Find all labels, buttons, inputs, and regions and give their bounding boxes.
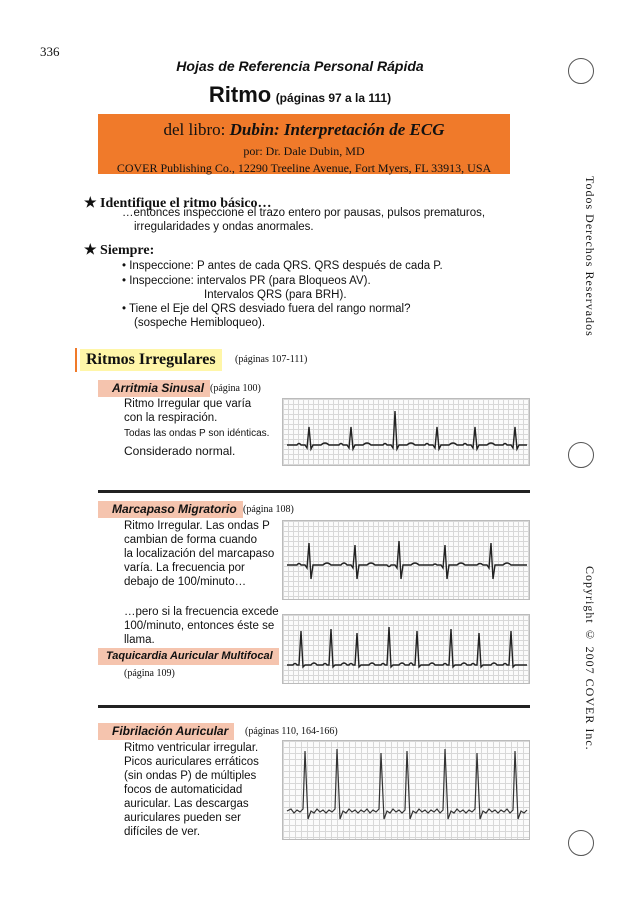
afib-line-7: difíciles de ver. — [124, 826, 201, 838]
source-publisher: COVER Publishing Co., 12290 Treeline Avenue, Fort Myers, FL 33913, USA — [116, 161, 492, 175]
ecg-trace — [287, 627, 527, 667]
afib-line-4: focos de automaticidad — [124, 784, 243, 796]
ecg-strip-wandering-pacemaker — [282, 520, 530, 600]
ecg-strip-multifocal-atrial-tachycardia — [282, 614, 530, 684]
binder-hole-middle — [568, 442, 594, 468]
ecg-trace — [287, 541, 527, 579]
always-bullet-2: • Inspeccione: intervalos PR (para Bloqueos AV). — [122, 275, 371, 287]
page-number: 336 — [40, 44, 60, 59]
wandering-more-3: llama. — [124, 634, 155, 646]
sinus-line-2: con la respiración. — [124, 412, 218, 424]
always-bullet-2b: Intervalos QRS (para BRH). — [204, 289, 347, 301]
binder-hole-bottom — [568, 830, 594, 856]
always-bullet-3: • Tiene el Eje del QRS desviado fuera del rango normal? — [122, 303, 411, 315]
binder-hole-top — [568, 58, 594, 84]
wandering-line-3: la localización del marcapaso — [124, 548, 275, 560]
section-pages: (páginas 107-111) — [235, 354, 308, 365]
wandering-line-1: Ritmo Irregular. Las ondas P — [124, 520, 270, 532]
wandering-line-2: cambian de forma cuando — [124, 534, 257, 546]
identify-heading: ★ Identifique el ritmo básico… — [84, 196, 272, 211]
afib-line-1: Ritmo ventricular irregular. — [124, 742, 259, 754]
title-pages: (páginas 97 a la 111) — [275, 91, 392, 105]
copyright-text: Copyright © 2007 COVER Inc. — [583, 566, 597, 751]
wandering-line-5: debajo de 100/minuto… — [124, 576, 247, 588]
title-text: Ritmo — [208, 82, 272, 107]
wandering-more-2: 100/minuto, entonces éste se — [124, 620, 275, 632]
rights-reserved-text: Todos Derechos Reservados — [583, 176, 597, 337]
ecg-trace — [287, 411, 527, 449]
sinus-line-4: Considerado normal. — [124, 444, 236, 458]
afib-line-6: auriculares pueden ser — [124, 812, 241, 824]
source-author: por: Dr. Dale Dubin, MD — [243, 144, 365, 158]
afib-line-3: (sin ondas P) de múltiples — [124, 770, 257, 782]
mat-label: Taquicardia Auricular Multifocal — [98, 648, 279, 665]
ecg-trace — [287, 749, 527, 819]
always-bullet-3b: (sospeche Hemibloqueo). — [134, 317, 266, 329]
section-accent — [75, 348, 77, 372]
wandering-pacemaker-label: Marcapaso Migratorio — [98, 501, 243, 518]
source-book: Dubin: Interpretación de ECG — [229, 120, 445, 139]
atrial-fibrillation-label: Fibrilación Auricular — [98, 723, 234, 740]
mat-pages: (página 109) — [124, 668, 175, 679]
ecg-strip-atrial-fibrillation — [282, 740, 530, 840]
sinus-line-1: Ritmo Irregular que varía — [124, 398, 252, 410]
atrial-fibrillation-pages: (páginas 110, 164-166) — [245, 726, 338, 737]
identify-line-2: irregularidades y ondas anormales. — [134, 221, 314, 233]
sinus-line-3: Todas las ondas P son idénticas. — [124, 428, 270, 439]
source-box — [98, 114, 510, 174]
wandering-more-1: …pero si la frecuencia excede — [124, 606, 279, 618]
sinus-arrhythmia-pages: (página 100) — [210, 383, 261, 394]
page-title — [0, 82, 600, 108]
wandering-line-4: varía. La frecuencia por — [124, 562, 245, 574]
identify-line-1: …entonces inspeccione el trazo entero por pausas, pulsos prematuros, — [122, 207, 486, 219]
header-subtitle: Hojas de Referencia Personal Rápida — [176, 58, 424, 74]
section-title: Ritmos Irregulares — [80, 349, 222, 371]
divider-1 — [98, 490, 530, 493]
source-prefix: del libro: — [163, 120, 230, 139]
source-book-line — [98, 120, 510, 140]
divider-2 — [98, 705, 530, 708]
wandering-pacemaker-pages: (página 108) — [243, 504, 294, 515]
sinus-arrhythmia-label: Arritmia Sinusal — [98, 380, 210, 397]
always-heading: ★ Siempre: — [84, 243, 155, 258]
always-bullet-1: • Inspeccione: P antes de cada QRS. QRS después de cada P. — [122, 260, 443, 272]
afib-line-5: auricular. Las descargas — [124, 798, 249, 810]
afib-line-2: Picos auriculares erráticos — [124, 756, 259, 768]
ecg-strip-sinus-arrhythmia — [282, 398, 530, 466]
